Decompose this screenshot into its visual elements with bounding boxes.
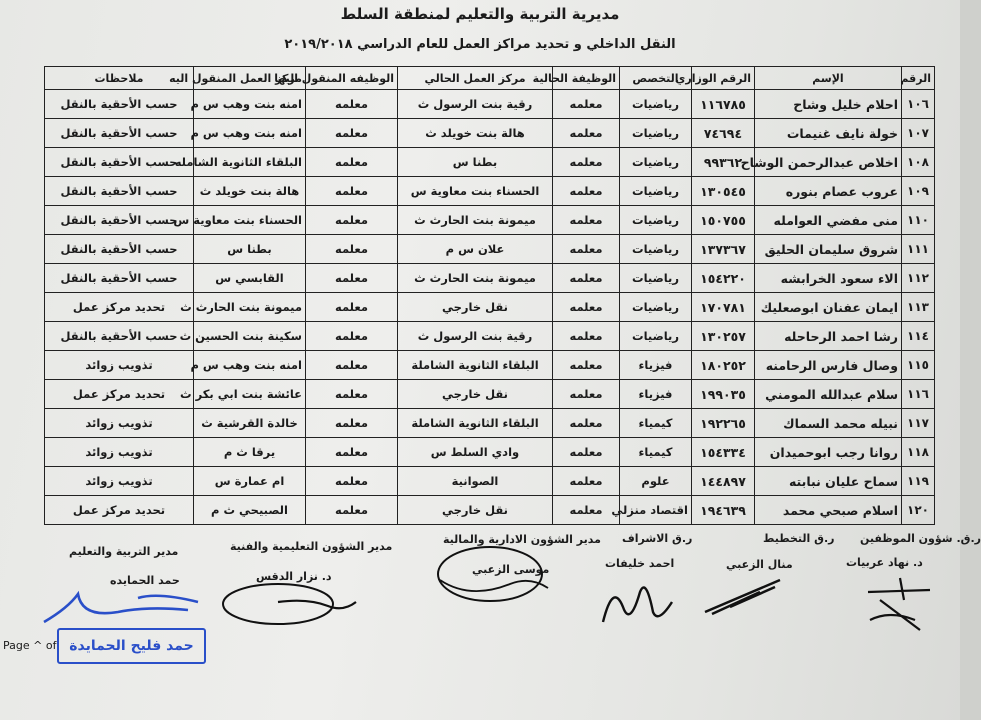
cell-no: ١١٨ (902, 438, 935, 467)
cell-ministry-no: ١٧٠٧٨١ (692, 293, 755, 322)
cell-no: ١٢٠ (902, 496, 935, 525)
cell-new-center: القابسي س (194, 264, 306, 293)
cell-notes: حسب الأحقية بالنقل (45, 206, 194, 235)
document-title: مديرية التربية والتعليم لمنطقة السلط (340, 5, 620, 23)
cell-new-job: معلمه (306, 235, 398, 264)
cell-notes: تحديد مركز عمل (45, 293, 194, 322)
cell-new-center: الصبيحي ث م (194, 496, 306, 525)
cell-current-center: نقل خارجي (398, 293, 553, 322)
cell-new-center: بطنا س (194, 235, 306, 264)
cell-no: ١٠٧ (902, 119, 935, 148)
cell-no: ١٠٩ (902, 177, 935, 206)
cell-notes: تذويب زوائد (45, 351, 194, 380)
cell-specialty: رياضيات (620, 235, 692, 264)
cell-new-job: معلمه (306, 409, 398, 438)
sig-name-mousa: موسى الزعبي (472, 563, 550, 576)
cell-current-center: البلقاء الثانوية الشاملة (398, 351, 553, 380)
table-header-row (45, 67, 935, 90)
sig-title-hr: ر.ق. شؤون الموظفين (860, 532, 981, 545)
cell-ministry-no: ١٣٠٥٤٥ (692, 177, 755, 206)
official-stamp: حمد فليح الحمايدة (57, 628, 206, 664)
cell-name: اسلام صبحي محمد (755, 496, 902, 525)
cell-new-job: معلمه (306, 293, 398, 322)
sig-title-supervision: ر.ق الاشراف (622, 532, 693, 545)
cell-notes: حسب الأحقية بالنقل (45, 264, 194, 293)
cell-current-job: معلمه (553, 119, 620, 148)
cell-name: عروب عصام بنوره (755, 177, 902, 206)
cell-name: خولة نايف غنيمات (755, 119, 902, 148)
cell-current-center: بطنا س (398, 148, 553, 177)
table-row (45, 438, 935, 467)
cell-notes: حسب الأحقية بالنقل (45, 235, 194, 264)
cell-specialty: فيزياء (620, 351, 692, 380)
table-row (45, 380, 935, 409)
cell-notes: تذويب زوائد (45, 467, 194, 496)
cell-notes: حسب الأحقية بالنقل (45, 119, 194, 148)
cell-current-job: معلمه (553, 206, 620, 235)
cell-new-job: معلمه (306, 264, 398, 293)
cell-current-center: رقية بنت الرسول ث (398, 322, 553, 351)
sig-title-edu-affairs: مدير الشؤون التعليمية والفنية (230, 540, 393, 553)
cell-new-job: معلمه (306, 351, 398, 380)
cell-specialty: رياضيات (620, 90, 692, 119)
cell-no: ١١٥ (902, 351, 935, 380)
table-row (45, 206, 935, 235)
cell-ministry-no: ١٩٤٦٣٩ (692, 496, 755, 525)
cell-current-center: نقل خارجي (398, 496, 553, 525)
signature-mousa-icon (430, 540, 560, 610)
cell-current-center: ميمونة بنت الحارث ث (398, 264, 553, 293)
cell-name: اخلاص عبدالرحمن الوشاح (755, 148, 902, 177)
cell-notes: تحديد مركز عمل (45, 496, 194, 525)
cell-ministry-no: ٩٩٣٦٢ (692, 148, 755, 177)
cell-new-center: خالدة القرشية ث (194, 409, 306, 438)
signature-nihad-icon (860, 570, 940, 640)
cell-no: ١١٧ (902, 409, 935, 438)
sig-title-director: مدير التربية والتعليم (69, 545, 179, 558)
cell-current-job: معلمه (553, 177, 620, 206)
cell-name: روانا رجب ابوحميدان (755, 438, 902, 467)
sig-name-nihad: د. نهاد عربيات (846, 556, 923, 569)
header-notes: ملاحظات (45, 67, 194, 90)
cell-current-job: معلمه (553, 351, 620, 380)
cell-specialty: رياضيات (620, 293, 692, 322)
cell-new-job: معلمه (306, 380, 398, 409)
cell-specialty: رياضيات (620, 264, 692, 293)
cell-no: ١١٢ (902, 264, 935, 293)
cell-ministry-no: ١٨٠٢٥٢ (692, 351, 755, 380)
table-row (45, 264, 935, 293)
cell-ministry-no: ١٥٠٧٥٥ (692, 206, 755, 235)
cell-current-job: معلمه (553, 322, 620, 351)
cell-specialty: اقتصاد منزلي (620, 496, 692, 525)
cell-specialty: كيمياء (620, 438, 692, 467)
sig-name-manal: منال الزعبي (726, 558, 793, 571)
cell-new-job: معلمه (306, 177, 398, 206)
cell-new-center: ميمونة بنت الحارث ث (194, 293, 306, 322)
cell-current-job: معلمه (553, 148, 620, 177)
header-no: الرقم (902, 67, 935, 90)
sig-name-hamad: حمد الحمايده (110, 574, 180, 587)
signature-ahmad-icon (598, 572, 678, 630)
header-new-center: مركز العمل المنقول اليه (194, 67, 306, 90)
cell-current-job: معلمه (553, 438, 620, 467)
cell-new-center: عائشة بنت ابي بكر ث (194, 380, 306, 409)
cell-new-job: معلمه (306, 148, 398, 177)
table-row (45, 235, 935, 264)
cell-specialty: رياضيات (620, 119, 692, 148)
cell-name: منى مفضي العوامله (755, 206, 902, 235)
cell-new-job: معلمه (306, 467, 398, 496)
table-row (45, 119, 935, 148)
sig-name-ahmad: احمد خليفات (605, 557, 675, 570)
header-name: الإسم (755, 67, 902, 90)
cell-current-center: البلقاء الثانوية الشاملة (398, 409, 553, 438)
cell-new-job: معلمه (306, 322, 398, 351)
cell-new-center: ام عمارة س (194, 467, 306, 496)
cell-no: ١١٠ (902, 206, 935, 235)
cell-no: ١٠٦ (902, 90, 935, 119)
cell-new-center: هالة بنت خويلد ث (194, 177, 306, 206)
cell-ministry-no: ٧٤٦٩٤ (692, 119, 755, 148)
cell-specialty: فيزياء (620, 380, 692, 409)
header-specialty: التخصص (620, 67, 692, 90)
cell-specialty: علوم (620, 467, 692, 496)
table-row (45, 467, 935, 496)
cell-current-center: نقل خارجي (398, 380, 553, 409)
cell-new-job: معلمه (306, 206, 398, 235)
header-ministry-no: الرقم الوزاري (692, 67, 755, 90)
cell-new-job: معلمه (306, 119, 398, 148)
cell-current-center: رقية بنت الرسول ث (398, 90, 553, 119)
page-indicator: Page ^ of (3, 639, 57, 652)
cell-name: سلام عبدالله المومني (755, 380, 902, 409)
cell-current-job: معلمه (553, 90, 620, 119)
table-row (45, 177, 935, 206)
cell-notes: حسب الأحقية بالنقل (45, 177, 194, 206)
cell-ministry-no: ١٥٤٣٣٤ (692, 438, 755, 467)
cell-new-center: امنه بنت وهب س م (194, 351, 306, 380)
cell-new-center: سكينة بنت الحسين ث (194, 322, 306, 351)
cell-current-job: معلمه (553, 409, 620, 438)
cell-specialty: رياضيات (620, 148, 692, 177)
cell-name: نبيله محمد السماك (755, 409, 902, 438)
cell-name: وصال فارس الرحامنه (755, 351, 902, 380)
signature-manal-icon (700, 572, 790, 622)
table-row (45, 351, 935, 380)
cell-name: سماح عليان نبابته (755, 467, 902, 496)
cell-notes: تذويب زوائد (45, 438, 194, 467)
signature-hamad-icon (38, 588, 208, 630)
cell-specialty: رياضيات (620, 322, 692, 351)
cell-current-job: معلمه (553, 235, 620, 264)
cell-new-center: امنه بنت وهب س م (194, 90, 306, 119)
cell-current-job: معلمه (553, 264, 620, 293)
cell-new-job: معلمه (306, 496, 398, 525)
cell-new-center: امنه بنت وهب س م (194, 119, 306, 148)
cell-name: احلام خليل وشاح (755, 90, 902, 119)
header-current-job: الوظيفة الحالية (553, 67, 620, 90)
cell-ministry-no: ١٩٢٢٦٥ (692, 409, 755, 438)
cell-name: ايمان عفنان ابوصعليك (755, 293, 902, 322)
table-row (45, 293, 935, 322)
cell-specialty: رياضيات (620, 206, 692, 235)
signature-nizar-icon (218, 578, 368, 628)
cell-notes: حسب الأحقية بالنقل (45, 148, 194, 177)
cell-notes: تحديد مركز عمل (45, 380, 194, 409)
cell-new-center: البلقاء الثانوية الشامله (194, 148, 306, 177)
header-current-center: مركز العمل الحالي (398, 67, 553, 90)
cell-ministry-no: ١١٦٧٨٥ (692, 90, 755, 119)
cell-current-job: معلمه (553, 380, 620, 409)
cell-no: ١١٦ (902, 380, 935, 409)
cell-name: رشا احمد الرحاحله (755, 322, 902, 351)
cell-name: شروق سليمان الحليق (755, 235, 902, 264)
cell-current-center: هالة بنت خويلد ث (398, 119, 553, 148)
cell-new-center: يرقا ث م (194, 438, 306, 467)
cell-ministry-no: ١٩٩٠٣٥ (692, 380, 755, 409)
sig-name-nizar: د. نزار الدقس (256, 570, 332, 583)
cell-new-center: الحسناء بنت معاوية س (194, 206, 306, 235)
cell-no: ١٠٨ (902, 148, 935, 177)
transfer-table (44, 66, 935, 525)
table-row (45, 148, 935, 177)
cell-new-job: معلمه (306, 438, 398, 467)
document-subtitle: النقل الداخلي و تحديد مراكز العمل للعام الدراسي ٢٠١٩/٢٠١٨ (284, 37, 676, 52)
cell-current-center: وادي السلط س (398, 438, 553, 467)
sig-title-planning: ر.ق التخطيط (763, 532, 835, 545)
cell-notes: حسب الأحقية بالنقل (45, 90, 194, 119)
table-body (45, 90, 935, 525)
cell-no: ١١٣ (902, 293, 935, 322)
cell-current-job: معلمه (553, 496, 620, 525)
cell-ministry-no: ١٤٤٨٩٧ (692, 467, 755, 496)
cell-notes: تذويب زوائد (45, 409, 194, 438)
cell-new-job: معلمه (306, 90, 398, 119)
cell-current-center: الصوانية (398, 467, 553, 496)
table-row (45, 496, 935, 525)
cell-no: ١١٩ (902, 467, 935, 496)
table-row (45, 322, 935, 351)
table-row (45, 90, 935, 119)
cell-current-job: معلمه (553, 467, 620, 496)
cell-ministry-no: ١٣٧٣٦٧ (692, 235, 755, 264)
sig-title-admin-affairs: مدير الشؤون الادارية والمالية (443, 533, 601, 546)
table-row (45, 409, 935, 438)
cell-current-job: معلمه (553, 293, 620, 322)
cell-notes: حسب الأحقية بالنقل (45, 322, 194, 351)
cell-ministry-no: ١٣٠٢٥٧ (692, 322, 755, 351)
cell-no: ١١١ (902, 235, 935, 264)
header-new-job: الوظيفه المنقول اليها (306, 67, 398, 90)
cell-current-center: الحسناء بنت معاوية س (398, 177, 553, 206)
cell-specialty: رياضيات (620, 177, 692, 206)
cell-specialty: كيمياء (620, 409, 692, 438)
cell-no: ١١٤ (902, 322, 935, 351)
cell-current-center: ميمونة بنت الحارث ث (398, 206, 553, 235)
cell-ministry-no: ١٥٤٢٢٠ (692, 264, 755, 293)
cell-current-center: علان س م (398, 235, 553, 264)
cell-name: الاء سعود الخرابشه (755, 264, 902, 293)
